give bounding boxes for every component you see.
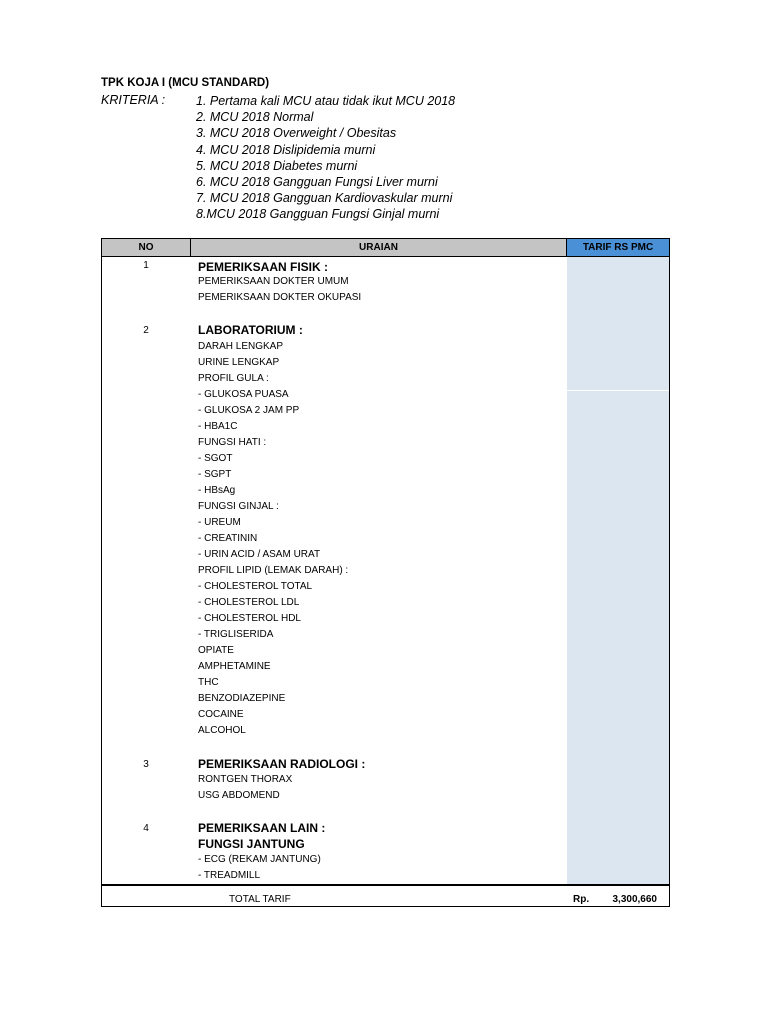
table-header bbox=[102, 239, 669, 257]
kriteria-item: 8.MCU 2018 Gangguan Fungsi Ginjal murni bbox=[196, 207, 440, 222]
kriteria-item: 5. MCU 2018 Diabetes murni bbox=[196, 158, 358, 173]
header-tarif: TARIF RS PMC bbox=[567, 239, 669, 256]
section-no: 1 bbox=[143, 260, 149, 271]
list-item: - HBsAg bbox=[198, 485, 236, 496]
section-no: 4 bbox=[143, 823, 149, 834]
list-item: - CHOLESTEROL HDL bbox=[198, 613, 301, 624]
total-label: TOTAL TARIF bbox=[229, 894, 291, 905]
kriteria-item: 4. MCU 2018 Dislipidemia murni bbox=[196, 142, 376, 157]
list-item: DARAH LENGKAP bbox=[198, 341, 284, 352]
list-item: COCAINE bbox=[198, 709, 244, 720]
section-title: PEMERIKSAAN FISIK : bbox=[198, 260, 329, 274]
tariff-table bbox=[101, 238, 670, 907]
document-title: TPK KOJA I (MCU STANDARD) bbox=[101, 77, 270, 89]
list-item: - URIN ACID / ASAM URAT bbox=[198, 549, 321, 560]
tarif-column bbox=[567, 257, 669, 884]
list-item: - ECG (REKAM JANTUNG) bbox=[198, 854, 321, 865]
section-no: 3 bbox=[143, 759, 149, 770]
list-item: - TREADMILL bbox=[198, 870, 261, 881]
total-amount: 3,300,660 bbox=[612, 894, 657, 905]
list-item: - GLUKOSA PUASA bbox=[198, 389, 289, 400]
list-item: - SGPT bbox=[198, 469, 232, 480]
kriteria-list bbox=[196, 93, 455, 223]
section-subtitle: FUNGSI JANTUNG bbox=[198, 837, 305, 851]
list-item: OPIATE bbox=[198, 645, 234, 656]
list-item: - CHOLESTEROL LDL bbox=[198, 597, 300, 608]
total-divider bbox=[102, 884, 669, 886]
kriteria-label: KRITERIA : bbox=[101, 93, 166, 107]
currency-label: Rp. bbox=[573, 894, 590, 905]
list-item: PROFIL GULA : bbox=[198, 373, 269, 384]
section-title: LABORATORIUM : bbox=[198, 323, 303, 337]
list-item: PEMERIKSAAN DOKTER OKUPASI bbox=[198, 292, 362, 303]
section-no: 2 bbox=[143, 325, 149, 336]
tarif-divider bbox=[567, 390, 669, 391]
list-item: - TRIGLISERIDA bbox=[198, 629, 274, 640]
section-title: PEMERIKSAAN LAIN : bbox=[198, 821, 326, 835]
list-item: - SGOT bbox=[198, 453, 233, 464]
list-item: PROFIL LIPID (LEMAK DARAH) : bbox=[198, 565, 349, 576]
list-item: AMPHETAMINE bbox=[198, 661, 271, 672]
kriteria-item: 3. MCU 2018 Overweight / Obesitas bbox=[196, 126, 397, 141]
header-no: NO bbox=[102, 239, 191, 256]
list-item: THC bbox=[198, 677, 219, 688]
list-item: URINE LENGKAP bbox=[198, 357, 280, 368]
list-item: - GLUKOSA 2 JAM PP bbox=[198, 405, 300, 416]
list-item: FUNGSI HATI : bbox=[198, 437, 267, 448]
kriteria-item: 1. Pertama kali MCU atau tidak ikut MCU 2018 bbox=[196, 94, 456, 108]
list-item: - CREATININ bbox=[198, 533, 258, 544]
list-item: RONTGEN THORAX bbox=[198, 774, 293, 785]
list-item: FUNGSI GINJAL : bbox=[198, 501, 279, 512]
list-item: PEMERIKSAAN DOKTER UMUM bbox=[198, 276, 349, 287]
kriteria-item: 7. MCU 2018 Gangguan Kardiovaskular murni bbox=[196, 191, 453, 206]
list-item: - CHOLESTEROL TOTAL bbox=[198, 581, 313, 592]
kriteria-item: 6. MCU 2018 Gangguan Fungsi Liver murni bbox=[196, 174, 438, 189]
section-title: PEMERIKSAAN RADIOLOGI : bbox=[198, 757, 366, 771]
list-item: ALCOHOL bbox=[198, 725, 246, 736]
list-item: - UREUM bbox=[198, 517, 241, 528]
list-item: - HBA1C bbox=[198, 421, 238, 432]
list-item: USG ABDOMEND bbox=[198, 790, 280, 801]
list-item: BENZODIAZEPINE bbox=[198, 693, 286, 704]
header-uraian: URAIAN bbox=[191, 239, 567, 256]
kriteria-item: 2. MCU 2018 Normal bbox=[196, 110, 314, 125]
